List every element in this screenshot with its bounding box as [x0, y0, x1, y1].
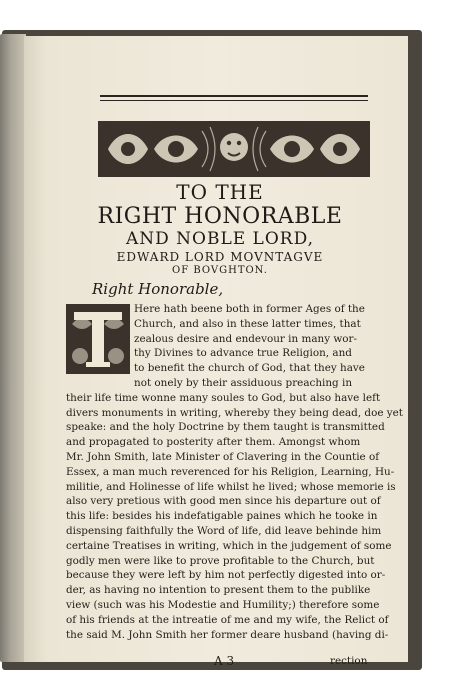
woodcut-ornament-band: [98, 121, 370, 177]
body-line: their life time wonne many soules to God, but also have left: [66, 391, 381, 404]
catchword: rection: [330, 655, 368, 667]
body-line: militie, and Holinesse of life whilst he lived; whose memorie is: [66, 480, 396, 493]
body-line: Here hath beene both in former Ages of the: [134, 303, 365, 315]
heading-and-noble-lord: AND NOBLE LORD,: [125, 229, 315, 249]
body-line: godly men were like to prove profitable to the Church, but: [66, 554, 375, 567]
body-line: Essex, a man much reverenced for his Religion, Learning, Hu-: [66, 465, 395, 478]
body-line: of his friends at the intreatie of me and my wife, the Relict of: [66, 613, 389, 626]
salutation: Right Honorable,: [92, 280, 224, 298]
book-spine-edge: [0, 34, 26, 662]
body-line: the said M. John Smith her former deare husband (having di-: [66, 628, 389, 641]
body-line: Mr. John Smith, late Minister of Clavering in the Countie of: [66, 450, 380, 463]
body-line: and propagated to posterity after them. Amongst whom: [66, 436, 361, 449]
body-line: speake: and the holy Doctrine by them taught is transmitted: [66, 421, 385, 434]
heading-of-boughton: OF BOVGHTON.: [172, 265, 268, 276]
body-line: this life: besides his indefatigable paines which he tooke in: [66, 510, 378, 523]
dedication-body-text: [66, 302, 403, 642]
header-rule-thin: [100, 100, 368, 101]
signature-mark: A 3: [214, 654, 235, 668]
body-line: view (such was his Modestie and Humility;) therefore some: [66, 598, 380, 611]
body-line: to benefit the church of God, that they have: [134, 362, 365, 375]
heading-right-honorable: RIGHT HONORABLE: [97, 204, 343, 229]
heading-to-the: TO THE: [176, 180, 264, 204]
header-rule-thick: [100, 95, 368, 97]
body-line: Church, and also in these latter times, that: [134, 317, 361, 330]
body-line: dispensing faithfully the Word of life, did leave behinde him: [66, 524, 382, 537]
body-line: not onely by their assiduous preaching in: [134, 376, 353, 389]
body-line: thy Divines to advance true Religion, and: [134, 347, 352, 360]
body-line: certaine Treatises in writing, which in the judgement of some: [66, 539, 392, 552]
body-line: zealous desire and endevour in many wor-: [134, 332, 358, 345]
body-line: because they were left by him not perfectly digested into or-: [66, 569, 386, 582]
body-line: also very pretious with good men since his departure out of: [66, 495, 381, 508]
body-line: divers monuments in writing, whereby they being dead, doe yet: [66, 406, 403, 419]
heading-edward-lord: EDWARD LORD MOVNTAGVE: [116, 250, 324, 264]
body-line: der, as having no intention to present them to the publike: [66, 584, 371, 597]
